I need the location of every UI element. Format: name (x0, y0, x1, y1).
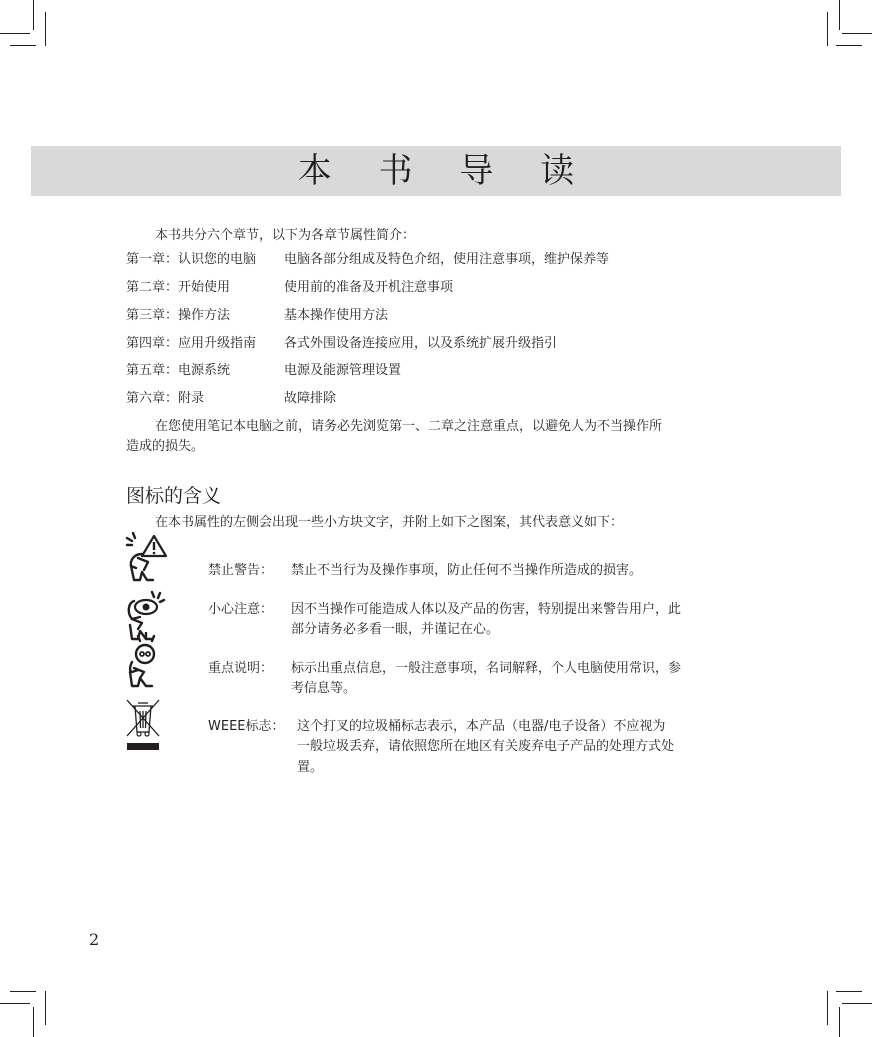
section-heading: 图标的含义 (126, 485, 222, 507)
page-title: 本 书 导 读 (297, 151, 593, 191)
icon-desc-line: 置。 (297, 760, 324, 775)
chapter-name: 第四章：应用升级指南 (126, 336, 257, 351)
chapter-desc: 故障排除 (284, 391, 337, 406)
chapter-desc: 基本操作使用方法 (284, 308, 389, 323)
icon-label: WEEE标志： (208, 719, 285, 734)
icon-desc-line: 禁止不当行为及操作事项，防止任何不当操作所造成的损害。 (291, 563, 643, 578)
icon-desc-line: 这个打叉的垃圾桶标志表示，本产品（电器/电子设备）不应视为 (297, 719, 666, 734)
icon-label: 小心注意： (208, 602, 274, 617)
warning-note-line: 在您使用笔记本电脑之前，请务必先浏览第一、二章之注意重点，以避免人为不当操作所 (155, 419, 663, 434)
icon-label: 禁止警告： (208, 563, 274, 578)
chapter-name: 第二章：开始使用 (126, 280, 231, 295)
icon-desc-line: 因不当操作可能造成人体以及产品的伤害，特别提出来警告用户，此 (291, 602, 682, 617)
chapter-desc: 电脑各部分组成及特色介绍，使用注意事项，维护保养等 (284, 252, 610, 267)
icon-desc-line: 一般垃圾丢弃，请依照您所在地区有关废弃电子产品的处理方式处 (297, 739, 675, 754)
chapter-name: 第三章：操作方法 (126, 308, 231, 323)
chapter-name: 第五章：电源系统 (126, 363, 231, 378)
page-number: 2 (89, 930, 100, 949)
key-point-icon (124, 632, 168, 688)
icon-desc-line: 标示出重点信息，一般注意事项，名词解释，个人电脑使用常识，参 (291, 661, 682, 676)
warning-figure-icon (124, 532, 168, 582)
warning-note-line: 造成的损失。 (126, 439, 205, 454)
chapter-desc: 使用前的准备及开机注意事项 (284, 280, 454, 295)
section-intro: 在本书属性的左侧会出现一些小方块文字，并附上如下之图案，其代表意义如下： (155, 515, 624, 530)
chapter-name: 第六章：附录 (126, 391, 205, 406)
chapter-name: 第一章：认识您的电脑 (126, 252, 257, 267)
icon-desc-line: 部分请务必多看一眼，并谨记在心。 (291, 622, 500, 637)
icon-desc-line: 考信息等。 (291, 681, 357, 696)
chapter-desc: 各式外围设备连接应用，以及系统扩展升级指引 (284, 336, 558, 351)
chapter-desc: 电源及能源管理设置 (284, 363, 402, 378)
weee-bin-icon (125, 698, 161, 752)
intro-text: 本书共分六个章节，以下为各章节属性简介： (155, 228, 416, 243)
icon-label: 重点说明： (208, 661, 274, 676)
